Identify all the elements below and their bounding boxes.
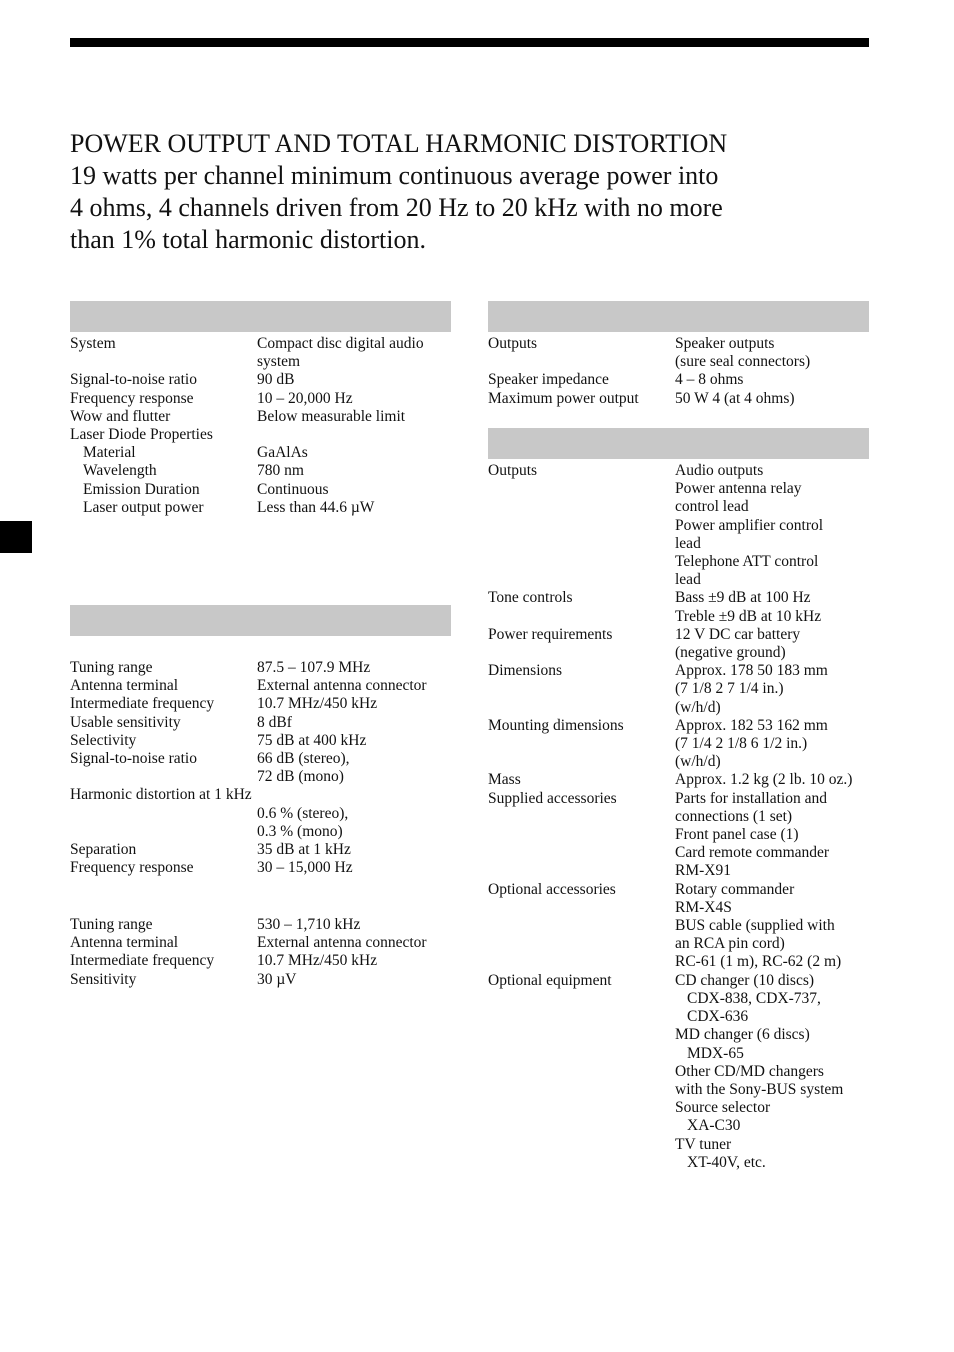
spec-row xyxy=(70,659,455,677)
spec-value-line: Rotary commander xyxy=(675,880,795,898)
spec-value-line: an RCA pin cord) xyxy=(675,935,785,953)
spec-value-line: 72 dB (mono) xyxy=(257,768,344,786)
spec-value xyxy=(257,481,455,499)
spec-label: Material xyxy=(83,444,136,462)
spec-value xyxy=(257,732,455,750)
spec-row xyxy=(70,786,455,804)
spec-value-line: 530 – 1,710 kHz xyxy=(257,916,361,933)
spec-value xyxy=(257,714,455,732)
spec-row xyxy=(488,972,878,1172)
headline-line: than 1% total harmonic distortion. xyxy=(70,225,426,254)
spec-value-line: 35 dB at 1 kHz xyxy=(257,841,351,859)
spec-value xyxy=(257,335,455,371)
spec-row xyxy=(70,841,455,859)
spec-value xyxy=(257,750,455,786)
spec-label: Antenna terminal xyxy=(70,677,179,695)
spec-row xyxy=(488,881,878,972)
spec-value-line: lead xyxy=(675,534,701,552)
spec-value xyxy=(675,881,878,972)
spec-value-line: 87.5 – 107.9 MHz xyxy=(257,659,371,676)
spec-value-line: XT-40V, etc. xyxy=(687,1153,766,1171)
top-rule xyxy=(70,38,869,47)
spec-row xyxy=(70,444,455,462)
spec-label: Dimensions xyxy=(488,662,563,680)
power-amplifier-specs xyxy=(488,335,873,408)
spec-label: System xyxy=(70,335,116,352)
spec-value xyxy=(675,371,873,389)
spec-label: Mass xyxy=(488,771,521,789)
spec-label: Frequency response xyxy=(70,389,194,407)
spec-value xyxy=(675,462,878,589)
spec-value-line: Other CD/MD changers xyxy=(675,1062,824,1080)
spec-row xyxy=(488,335,873,371)
spec-value xyxy=(257,462,455,480)
spec-value xyxy=(675,626,878,662)
spec-value-line: 780 nm xyxy=(257,462,304,480)
spec-value xyxy=(257,934,455,952)
spec-value-line: control lead xyxy=(675,498,749,516)
spec-row xyxy=(70,934,455,952)
tuner-section-band xyxy=(70,605,451,636)
spec-label: Optional equipment xyxy=(488,971,612,989)
spec-value xyxy=(675,662,878,717)
spec-label: Sensitivity xyxy=(70,970,137,988)
cd-player-section-band xyxy=(70,301,451,332)
spec-label: Maximum power output xyxy=(488,389,639,407)
spec-value xyxy=(675,790,878,881)
spec-value xyxy=(257,805,455,841)
spec-label: Emission Duration xyxy=(83,480,200,498)
spec-value xyxy=(257,499,455,517)
spec-value-line: XA-C30 xyxy=(687,1117,741,1135)
general-section-band xyxy=(488,428,869,459)
spec-value-line: TV tuner xyxy=(675,1135,732,1153)
spec-row xyxy=(70,916,455,934)
spec-value-line: system xyxy=(257,353,301,371)
spec-row xyxy=(488,371,873,389)
spec-label: Supplied accessories xyxy=(488,789,617,807)
spec-value-line: (negative ground) xyxy=(675,644,786,662)
power-amplifier-section-band xyxy=(488,301,869,332)
spec-label: Laser Diode Properties xyxy=(70,426,213,444)
spec-value xyxy=(675,972,878,1172)
spec-value-line: Approx. 1.2 kg (2 lb. 10 oz.) xyxy=(675,771,853,789)
spec-row xyxy=(70,426,455,444)
spec-label: Tone controls xyxy=(488,589,573,607)
am-specs xyxy=(70,916,455,989)
spec-row xyxy=(488,790,878,881)
spec-value-line: 30 µV xyxy=(257,970,297,988)
spec-value xyxy=(257,408,455,426)
spec-value xyxy=(675,390,873,408)
spec-value-line: Continuous xyxy=(257,480,329,498)
spec-row xyxy=(70,714,455,732)
spec-value-line: BUS cable (supplied with xyxy=(675,917,835,935)
spec-value-line: (sure seal connectors) xyxy=(675,353,811,371)
spec-row xyxy=(70,462,455,480)
spec-value-line: CD changer (10 discs) xyxy=(675,971,815,989)
spec-value-line: 10 – 20,000 Hz xyxy=(257,389,353,407)
spec-value-line: MD changer (6 discs) xyxy=(675,1026,810,1044)
page-side-tab xyxy=(0,521,32,553)
spec-row xyxy=(70,695,455,713)
spec-label: Tuning range xyxy=(70,916,153,933)
spec-value-line: RM-X4S xyxy=(675,898,732,916)
spec-value-line: 10.7 MHz/450 kHz xyxy=(257,952,378,970)
spec-value xyxy=(257,695,455,713)
spec-value-line: External antenna connector xyxy=(257,934,427,952)
spec-label: Outputs xyxy=(488,335,538,352)
spec-label: Optional accessories xyxy=(488,880,616,898)
fm-specs xyxy=(70,659,455,877)
cd-player-specs xyxy=(70,335,455,517)
spec-row xyxy=(70,859,455,877)
spec-value-line: (7 1/8 2 7 1/4 in.) xyxy=(675,680,784,698)
spec-value xyxy=(257,971,455,989)
spec-value-line: Card remote commander xyxy=(675,844,830,862)
spec-row xyxy=(488,390,873,408)
spec-row xyxy=(70,371,455,389)
spec-label: Frequency response xyxy=(70,859,194,877)
spec-value-line: RM-X91 xyxy=(675,862,731,880)
headline-line: 19 watts per channel minimum continuous average power into xyxy=(70,161,719,190)
spec-label: Speaker impedance xyxy=(488,371,609,389)
spec-value-line: 30 – 15,000 Hz xyxy=(257,859,353,877)
general-specs xyxy=(488,462,878,1172)
headline-title: POWER OUTPUT AND TOTAL HARMONIC DISTORTION xyxy=(70,129,728,158)
spec-value xyxy=(257,952,455,970)
spec-row xyxy=(70,499,455,517)
spec-label: Intermediate frequency xyxy=(70,952,215,970)
spec-value-line: 75 dB at 400 kHz xyxy=(257,731,367,749)
spec-label: Mounting dimensions xyxy=(488,716,624,734)
spec-value-line: 10.7 MHz/450 kHz xyxy=(257,695,378,713)
spec-label: Harmonic distortion at 1 kHz xyxy=(70,786,252,804)
spec-value-line: Source selector xyxy=(675,1099,771,1117)
spec-label: Power requirements xyxy=(488,625,613,643)
spec-value-line: Audio outputs xyxy=(675,462,764,479)
spec-row xyxy=(70,971,455,989)
spec-value-line: RC-61 (1 m), RC-62 (2 m) xyxy=(675,953,842,971)
power-output-headline xyxy=(70,128,870,256)
spec-label: Selectivity xyxy=(70,731,137,749)
spec-label: Signal-to-noise ratio xyxy=(70,371,197,389)
spec-label: Tuning range xyxy=(70,659,153,676)
spec-value-line: Power antenna relay xyxy=(675,480,802,498)
spec-value-line: Parts for installation and xyxy=(675,789,827,807)
spec-value xyxy=(257,916,455,934)
spec-value xyxy=(257,371,455,389)
spec-value-line: External antenna connector xyxy=(257,677,427,695)
spec-label: Usable sensitivity xyxy=(70,713,181,731)
spec-value-line: Power amplifier control xyxy=(675,516,824,534)
spec-row xyxy=(488,462,878,589)
spec-row xyxy=(70,677,455,695)
spec-row xyxy=(488,771,878,789)
spec-value xyxy=(675,335,873,371)
spec-row xyxy=(488,662,878,717)
spec-label: Wow and flutter xyxy=(70,407,171,425)
spec-value-line: CDX-636 xyxy=(687,1008,749,1026)
spec-label: Laser output power xyxy=(83,498,204,516)
spec-value xyxy=(257,426,455,444)
spec-label: Antenna terminal xyxy=(70,934,179,952)
spec-value-line: 12 V DC car battery xyxy=(675,625,801,643)
spec-value-line: Front panel case (1) xyxy=(675,826,799,844)
spec-value-line: 90 dB xyxy=(257,371,295,389)
spec-value-line: MDX-65 xyxy=(687,1044,744,1062)
spec-value xyxy=(675,589,878,625)
spec-label: Signal-to-noise ratio xyxy=(70,750,197,768)
spec-value xyxy=(257,659,455,677)
spec-value xyxy=(257,390,455,408)
spec-value-line: (w/h/d) xyxy=(675,698,721,716)
spec-value-line: CDX-838, CDX-737, xyxy=(687,989,821,1007)
spec-value-line: Less than 44.6 µW xyxy=(257,498,375,516)
spec-value xyxy=(675,771,878,789)
spec-value-line: 8 dBf xyxy=(257,713,292,731)
spec-row xyxy=(488,589,878,625)
spec-row xyxy=(488,626,878,662)
spec-value-line: Speaker outputs xyxy=(675,335,775,352)
spec-value xyxy=(257,677,455,695)
spec-row xyxy=(70,952,455,970)
spec-value xyxy=(257,444,455,462)
spec-value-line: 0.3 % (mono) xyxy=(257,822,343,840)
spec-value-line: (7 1/4 2 1/8 6 1/2 in.) xyxy=(675,735,808,753)
spec-value-line: lead xyxy=(675,571,701,589)
spec-value-line: 0.6 % (stereo), xyxy=(257,804,349,822)
spec-value-line: Approx. 182 53 162 mm xyxy=(675,716,828,734)
spec-row xyxy=(70,335,455,371)
spec-value-line: Treble ±9 dB at 10 kHz xyxy=(675,607,822,625)
spec-label: Separation xyxy=(70,841,137,859)
spec-label: Outputs xyxy=(488,462,538,479)
spec-value-line: 4 – 8 ohms xyxy=(675,371,744,389)
spec-value-line: connections (1 set) xyxy=(675,807,793,825)
spec-row xyxy=(70,732,455,750)
spec-row xyxy=(70,481,455,499)
spec-value xyxy=(675,717,878,772)
spec-label: Intermediate frequency xyxy=(70,695,215,713)
spec-row xyxy=(70,750,455,786)
spec-value-line: Telephone ATT control xyxy=(675,553,819,571)
spec-row xyxy=(70,805,455,841)
spec-value-line: (w/h/d) xyxy=(675,753,721,771)
spec-value-line: with the Sony-BUS system xyxy=(675,1080,844,1098)
spec-value xyxy=(257,859,455,877)
spec-row xyxy=(70,408,455,426)
spec-value-line: Bass ±9 dB at 100 Hz xyxy=(675,589,811,607)
spec-label: Wavelength xyxy=(83,462,157,480)
spec-value-line: Below measurable limit xyxy=(257,407,406,425)
spec-value-line: GaAlAs xyxy=(257,444,308,462)
spec-value-line: 50 W 4 (at 4 ohms) xyxy=(675,389,795,407)
spec-value xyxy=(257,841,455,859)
spec-value-line: 66 dB (stereo), xyxy=(257,750,350,768)
headline-line: 4 ohms, 4 channels driven from 20 Hz to 20 kHz with no more xyxy=(70,193,723,222)
spec-row xyxy=(70,390,455,408)
spec-value-line: Approx. 178 50 183 mm xyxy=(675,662,828,680)
spec-value-line: Compact disc digital audio xyxy=(257,335,424,352)
spec-row xyxy=(488,717,878,772)
